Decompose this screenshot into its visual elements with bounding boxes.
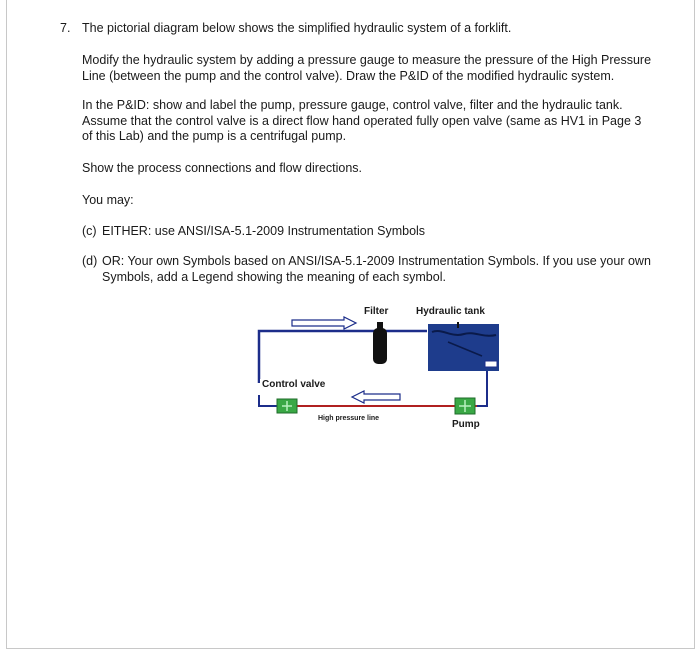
control-valve-icon: [277, 399, 297, 413]
question-number: 7.: [60, 21, 71, 35]
flow-arrow-right: [292, 317, 356, 329]
return-line-pipe: [259, 331, 427, 383]
instruction-paragraph-modify: Modify the hydraulic system by adding a pressure gauge to measure the pressure of the High Pressure Line (between the pump and the control valve). Draw the P&ID of the modified hydraulic system.: [82, 53, 652, 83]
question-title: The pictorial diagram below shows the simplified hydraulic system of a forklift.: [82, 21, 512, 35]
instruction-paragraph-you-may: You may:: [82, 193, 134, 207]
instruction-paragraph-pid: In the P&ID: show and label the pump, pressure gauge, control valve, filter and the hydraulic tank. Assume that the control valve is a direct flow hand operated fully open valve (same as HV1 in Page 3 of this Lab) and the pump is a centrifugal pump.: [82, 98, 642, 143]
high-pressure-line-label: High pressure line: [318, 415, 380, 422]
option-c-text: EITHER: use ANSI/ISA-5.1-2009 Instrumentation Symbols: [102, 224, 426, 238]
control-valve-link-pipe: [259, 395, 278, 406]
flow-arrow-left: [352, 391, 400, 403]
option-c-label: (c): [82, 224, 97, 238]
hydraulic-tank-label: Hydraulic tank: [416, 306, 485, 317]
instruction-paragraph-connections: Show the process connections and flow directions.: [82, 161, 363, 175]
filter-label: Filter: [364, 306, 389, 317]
filter-icon: [373, 322, 387, 364]
option-d-label: (d): [82, 254, 98, 268]
option-d-text: OR: Your own Symbols based on ANSI/ISA-5.1-2009 Instrumentation Symbols. If you use your own Symbols, add a Legend showing the meaning of each symbol.: [102, 254, 651, 284]
pump-label: Pump: [452, 419, 480, 430]
hydraulic-system-diagram: [252, 298, 502, 438]
option-c: [82, 224, 652, 240]
control-valve-label: Control valve: [262, 379, 326, 390]
hydraulic-tank-icon: [428, 322, 499, 371]
pump-icon: [455, 398, 475, 414]
